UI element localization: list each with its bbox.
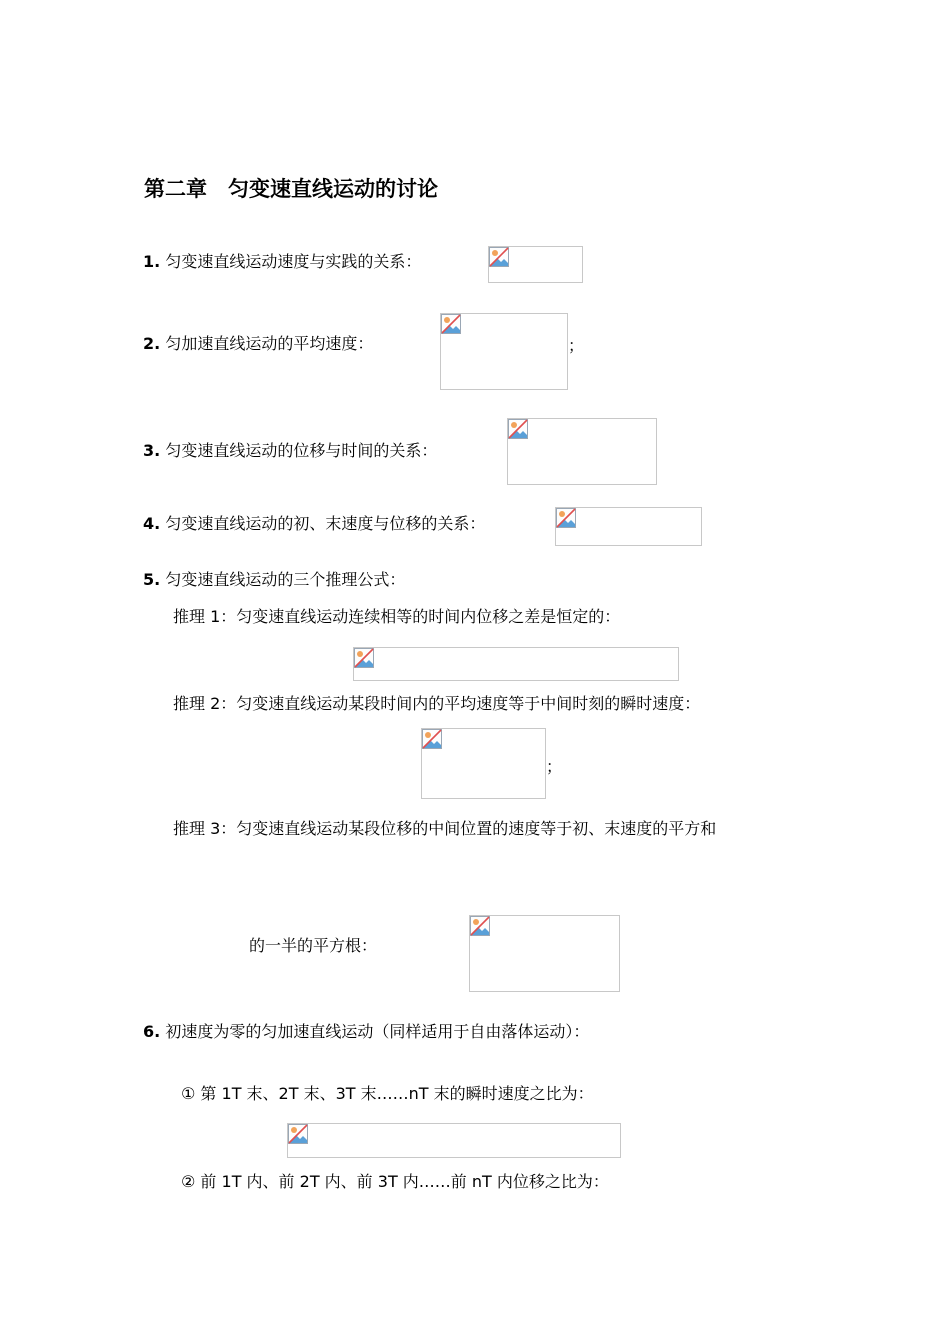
broken-image-icon: [422, 729, 442, 749]
broken-image-icon: [470, 916, 490, 936]
broken-image-icon: [441, 314, 461, 334]
item-text: 匀变速直线运动速度与实践的关系：: [165, 252, 422, 271]
item-text: 匀变速直线运动的三个推理公式：: [165, 570, 406, 589]
broken-image-icon: [508, 419, 528, 439]
item-number: 4.: [143, 514, 161, 533]
broken-image-icon: [288, 1124, 308, 1144]
item-5: [143, 567, 405, 590]
item-number: 1.: [143, 252, 161, 271]
page-title: 第二章 匀变速直线运动的讨论: [144, 177, 438, 201]
formula-image: [488, 246, 583, 283]
formula-image: [287, 1123, 621, 1158]
item-6: [143, 1019, 589, 1042]
broken-image-icon: [354, 648, 374, 668]
formula-image: [353, 647, 679, 681]
formula-image: [469, 915, 620, 992]
broken-image-icon: [556, 508, 576, 528]
inference-3: 推理 3：匀变速直线运动某段位移的中间位置的速度等于初、末速度的平方和: [173, 819, 717, 838]
item-number: 6.: [143, 1022, 161, 1041]
broken-image-icon: [489, 247, 509, 267]
inference-1: 推理 1：匀变速直线运动连续相等的时间内位移之差是恒定的：: [173, 607, 621, 626]
inference-2-suffix: ；: [546, 757, 563, 776]
item-text: 匀变速直线运动的位移与时间的关系：: [165, 441, 438, 460]
sub-item-1: ① 第 1T 末、2T 末、3T 末……nT 末的瞬时速度之比为：: [181, 1084, 594, 1103]
item-number: 3.: [143, 441, 161, 460]
item-2: [143, 331, 373, 354]
item-3: [143, 438, 437, 461]
item-text: 匀加速直线运动的平均速度：: [165, 334, 374, 353]
formula-image: [507, 418, 657, 485]
item-number: 2.: [143, 334, 161, 353]
sub-item-2: ② 前 1T 内、前 2T 内、前 3T 内……前 nT 内位移之比为：: [181, 1172, 609, 1191]
item-suffix: ；: [568, 336, 585, 355]
formula-image: [440, 313, 568, 390]
item-text: 匀变速直线运动的初、末速度与位移的关系：: [165, 514, 486, 533]
formula-image: [555, 507, 702, 546]
inference-3-continued: 的一半的平方根：: [249, 936, 378, 955]
item-4: [143, 511, 485, 534]
item-1: [143, 249, 421, 272]
item-text: 初速度为零的匀加速直线运动（同样适用于自由落体运动）：: [165, 1022, 590, 1041]
inference-2: 推理 2：匀变速直线运动某段时间内的平均速度等于中间时刻的瞬时速度：: [173, 694, 701, 713]
formula-image: [421, 728, 546, 799]
item-number: 5.: [143, 570, 161, 589]
